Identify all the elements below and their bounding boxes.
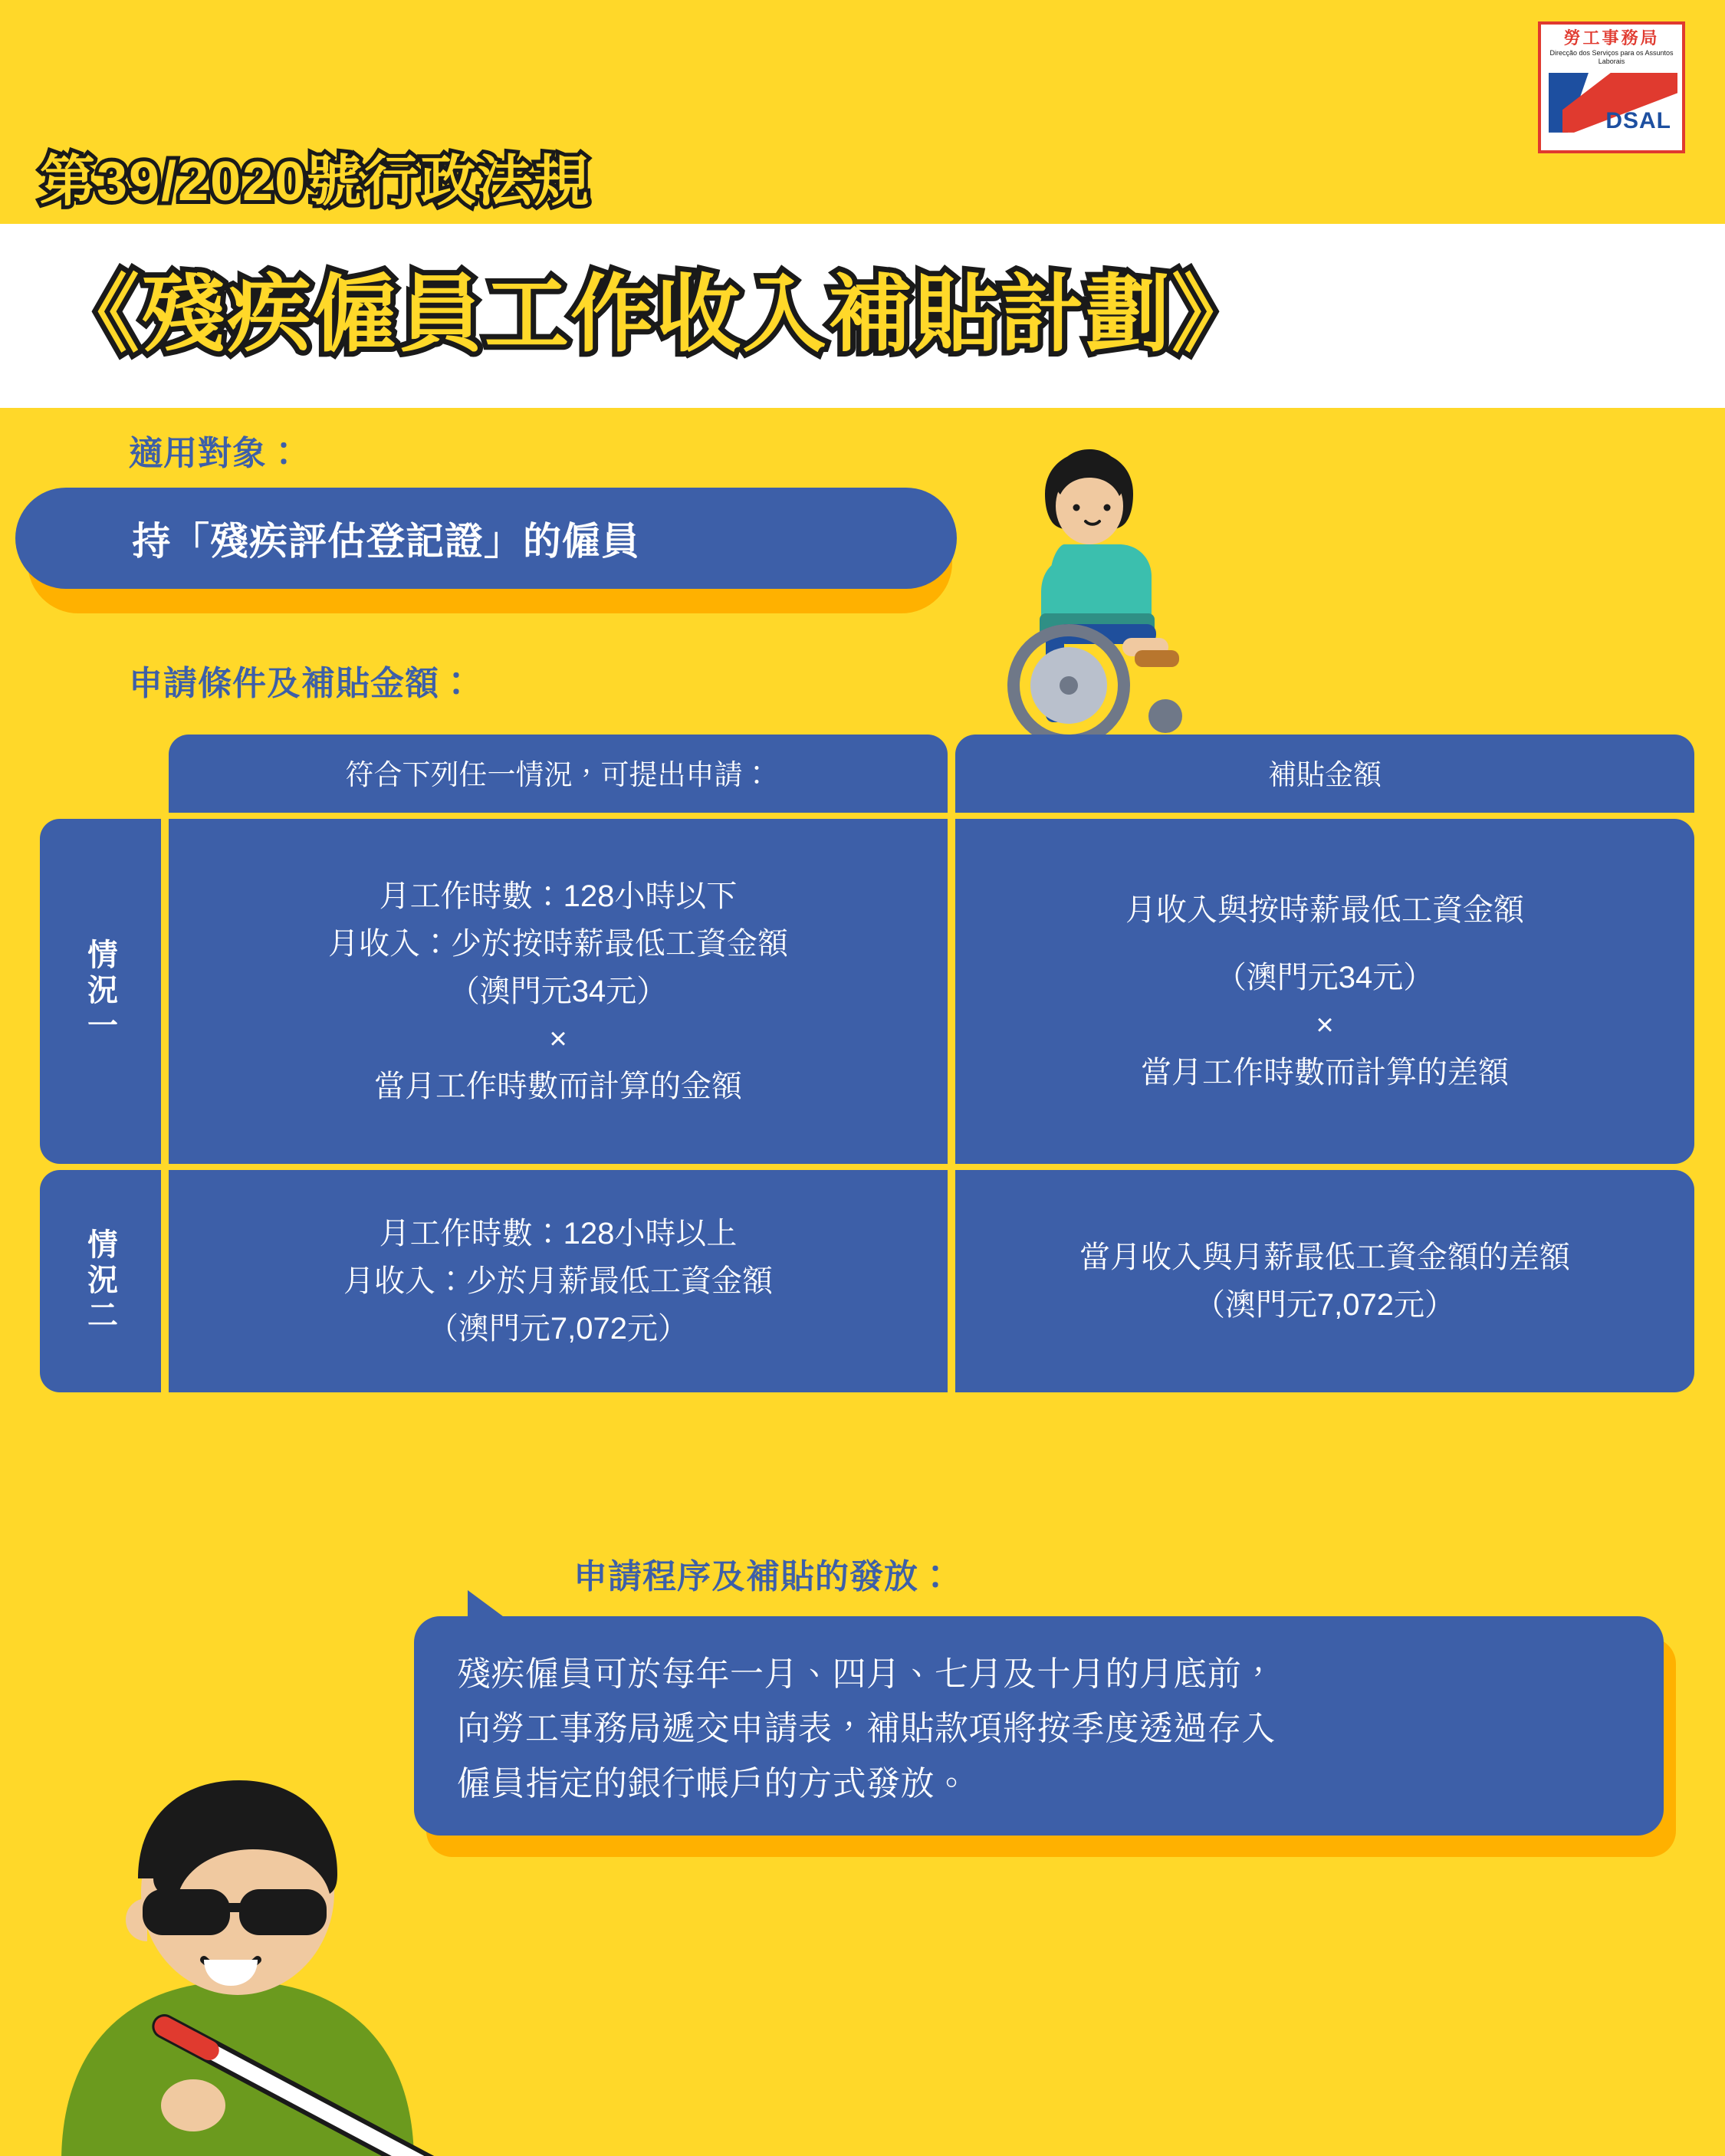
cell-amount-2 <box>955 1170 1694 1392</box>
column-header-condition: 符合下列任一情況，可提出申請： <box>169 735 948 813</box>
condition-line: （澳門元7,072元） <box>427 1312 689 1346</box>
visually-impaired-person-illustration <box>15 1763 598 2156</box>
amount-line: 月收入與按時薪最低工資金額 <box>1125 893 1524 927</box>
amount-line: （澳門元7,072元） <box>1194 1288 1456 1322</box>
target-pill <box>15 488 957 589</box>
table-row <box>40 819 1694 1164</box>
condition-line: 月工作時數：128小時以上 <box>379 1217 738 1251</box>
procedure-line-2: 向勞工事務局遞交申請表，補貼款項將按季度透過存入 <box>457 1710 1276 1748</box>
condition-line: 月工作時數：128小時以下 <box>379 879 738 913</box>
column-header-amount: 補貼金額 <box>955 735 1694 813</box>
row-label-case-2: 情況二 <box>40 1170 161 1392</box>
dsal-logo <box>1538 21 1685 153</box>
table-row <box>40 1170 1694 1392</box>
procedure-line-1: 殘疾僱員可於每年一月、四月、七月及十月的月底前， <box>457 1655 1276 1693</box>
condition-line: 月收入：少於月薪最低工資金額 <box>343 1264 773 1298</box>
table-header-row <box>169 735 1694 813</box>
wheelchair-user-illustration <box>972 446 1202 745</box>
procedure-line-3: 僱員指定的銀行帳戶的方式發放。 <box>457 1764 969 1803</box>
speech-tail-icon <box>468 1590 509 1621</box>
cell-amount-1 <box>955 819 1694 1164</box>
target-section-label: 適用對象： <box>129 435 301 472</box>
conditions-table <box>40 735 1694 1392</box>
target-text: 持「殘疾評估登記證」的僱員 <box>132 520 640 563</box>
procedure-section-label: 申請程序及補貼的發放： <box>573 1558 953 1596</box>
cell-condition-2 <box>169 1170 948 1392</box>
logo-mark-icon <box>1546 70 1677 136</box>
condition-line: （澳門元34元） <box>449 974 668 1008</box>
condition-line: × <box>549 1022 567 1056</box>
conditions-section-label: 申請條件及補貼金額： <box>129 665 474 702</box>
amount-line: 當月收入與月薪最低工資金額的差額 <box>1079 1241 1570 1274</box>
logo-name-zh: 勞工事務局 <box>1563 28 1660 48</box>
procedure-box <box>414 1616 1664 1836</box>
amount-line: （澳門元34元） <box>1215 961 1434 994</box>
logo-abbr: DSAL <box>1605 107 1671 133</box>
amount-line: × <box>1316 1008 1334 1042</box>
page-title: 《殘疾僱員工作收入補貼計劃》 <box>55 268 1257 362</box>
cell-condition-1 <box>169 819 948 1164</box>
row-label-case-1: 情況一 <box>40 819 161 1164</box>
logo-name-pt: Direcção dos Serviços para os Assuntos Laborais <box>1549 49 1674 65</box>
amount-line: 當月工作時數而計算的差額 <box>1141 1056 1509 1090</box>
condition-line: 月收入：少於按時薪最低工資金額 <box>328 927 788 961</box>
condition-line: 當月工作時數而計算的金額 <box>374 1070 742 1103</box>
regulation-title: 第39/2020號行政法規 <box>40 151 591 212</box>
